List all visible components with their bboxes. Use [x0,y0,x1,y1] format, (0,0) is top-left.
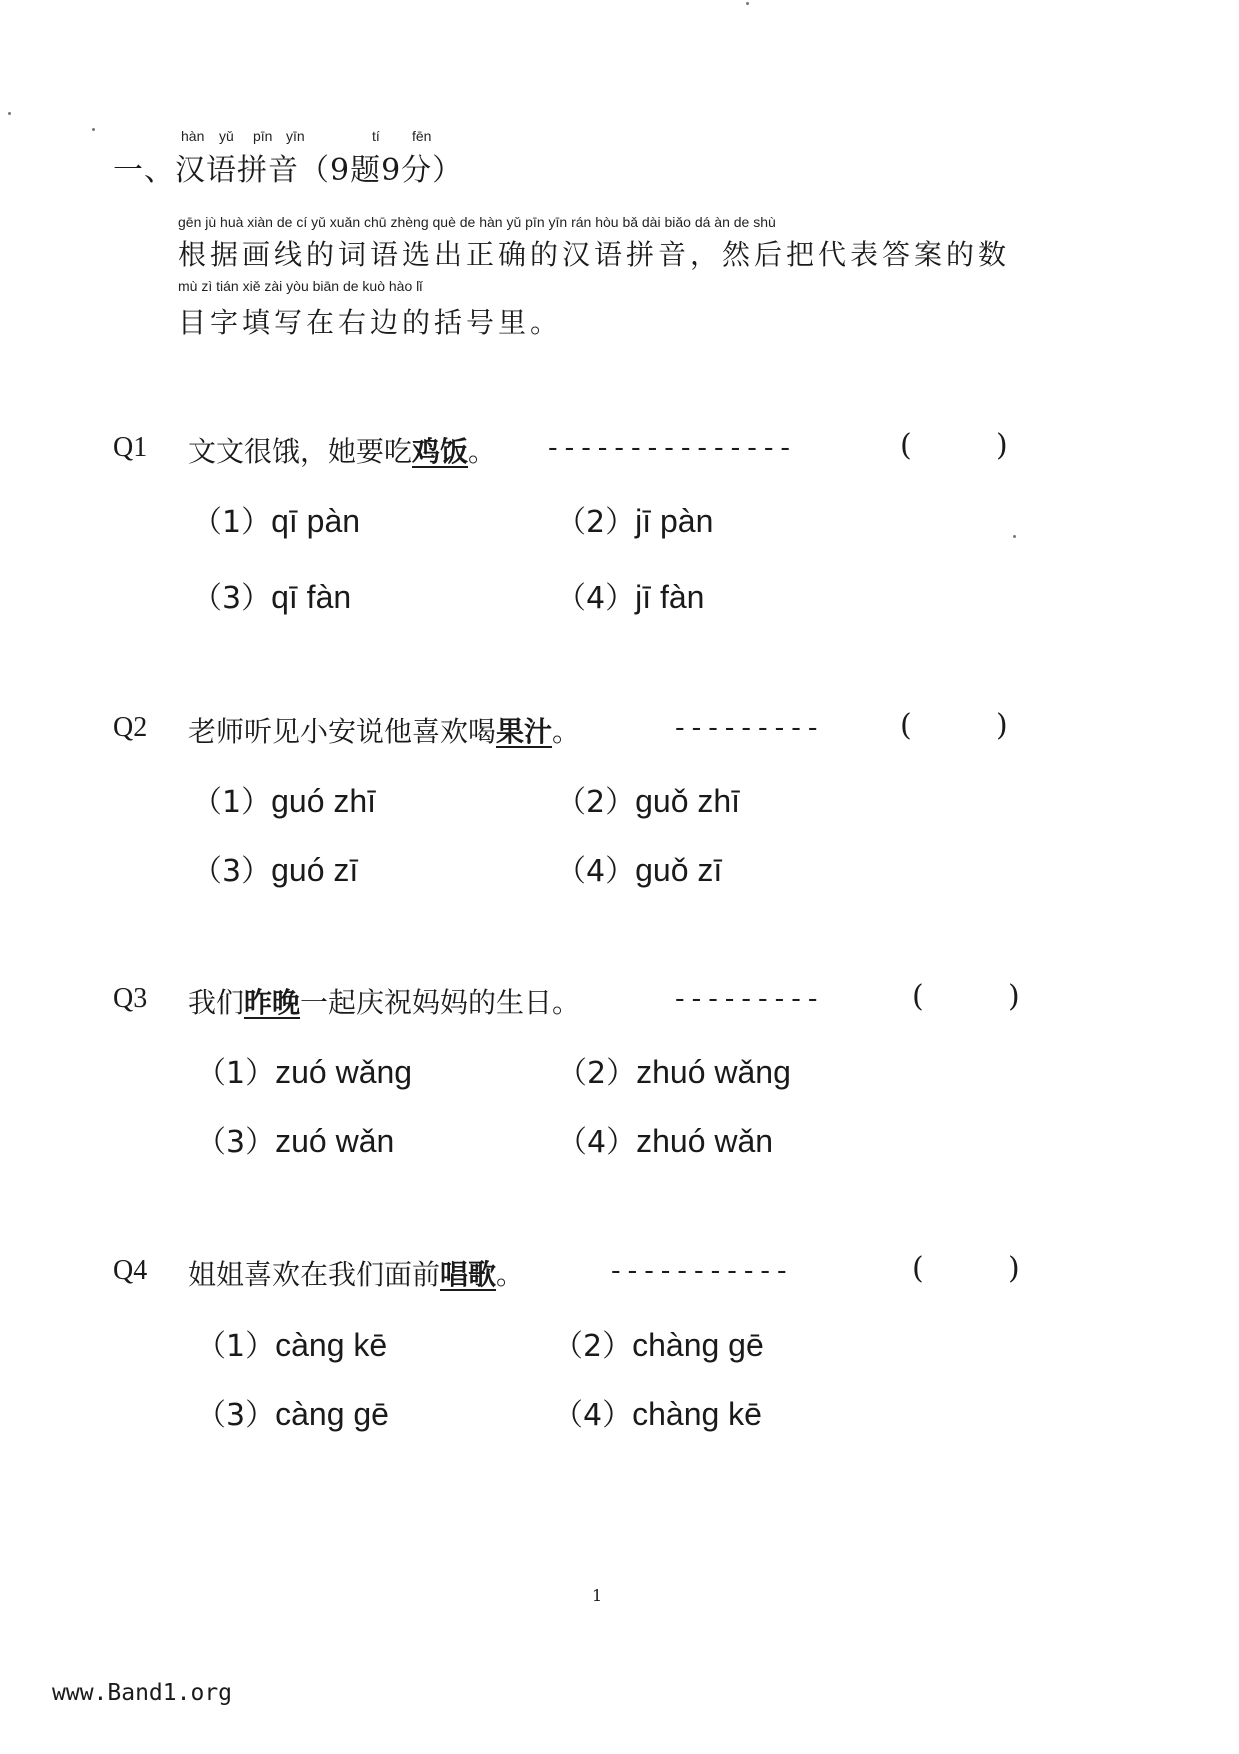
question-number: Q2 [113,712,148,743]
answer-bracket-open[interactable]: ( [912,1251,924,1286]
option-label: （2） [556,785,636,820]
question-sentence [188,1253,524,1293]
option-label: （1） [192,785,272,820]
option-label: （4） [556,581,636,616]
option-2 [556,777,740,821]
option-label: （3） [192,854,272,889]
option-pinyin: chàng gē [632,1327,764,1363]
option-pinyin: càng gē [275,1396,389,1432]
section-title-pinyin: yīn [286,128,305,144]
answer-bracket-close[interactable]: ) [1008,1251,1020,1286]
underlined-word: 果汁 [496,715,553,748]
question-sentence [188,710,580,750]
footer-url[interactable]: www.Band1.org [52,1680,233,1706]
section-title-pinyin: pīn [253,128,273,144]
option-pinyin: guǒ zhī [635,783,741,819]
option-label: （1） [196,1329,276,1364]
option-pinyin: zhuó wǎn [636,1123,774,1159]
answer-leader-line: --------- [672,985,822,1015]
option-4 [556,573,704,617]
option-label: （3） [196,1398,276,1433]
instruction-text: 目字填写在右边的括号里。 [178,306,563,339]
instruction-text: 根据画线的词语选出正确的汉语拼音，然后把代表答案的数 [178,238,1011,271]
option-pinyin: guǒ zī [635,852,723,888]
option-pinyin: guó zī [271,852,359,888]
underlined-word: 昨晚 [244,986,301,1019]
option-1 [196,1321,387,1365]
option-pinyin: zuó wǎng [275,1054,413,1090]
sentence-text: 姐姐喜欢在我们面前 [188,1258,441,1291]
option-label: （4） [553,1398,633,1433]
option-2 [553,1321,764,1365]
answer-leader-line: --------------- [545,434,795,464]
option-label: （2） [557,1056,637,1091]
option-1 [192,497,360,541]
answer-leader-line: ----------- [608,1257,791,1287]
scan-speck [92,128,95,131]
option-pinyin: guó zhī [271,783,377,819]
option-3 [192,573,351,617]
option-pinyin: càng kē [275,1327,388,1363]
section-title: 一、汉语拼音（9题9分） [113,153,464,188]
option-3 [196,1390,389,1434]
option-pinyin: chàng kē [632,1396,762,1432]
answer-bracket-open[interactable]: ( [912,979,924,1014]
scan-speck [746,2,749,5]
sentence-text: 。 [496,1258,525,1291]
sentence-text: 老师听见小安说他喜欢喝 [188,715,497,748]
answer-bracket-open[interactable]: ( [900,428,912,463]
option-1 [192,777,376,821]
underlined-word: 鸡饭 [412,435,469,468]
question-number: Q3 [113,983,148,1014]
sentence-text: 一起庆祝妈妈的生日。 [300,986,581,1019]
option-label: （4） [556,854,636,889]
option-label: （4） [557,1125,637,1160]
sentence-text: 我们 [188,986,245,1019]
option-label: （3） [196,1125,276,1160]
option-4 [557,1117,773,1161]
option-label: （1） [196,1056,276,1091]
section-title-pinyin: yǔ [219,128,234,144]
sentence-text: 。 [468,435,497,468]
option-pinyin: zhuó wǎng [636,1054,791,1090]
option-4 [556,846,722,890]
option-1 [196,1048,412,1092]
section-title-pinyin: hàn [181,128,205,144]
answer-bracket-open[interactable]: ( [900,708,912,743]
page-number: 1 [592,1586,603,1605]
instruction-pinyin: gēn jù huà xiàn de cí yǔ xuǎn chū zhèng què de hàn yǔ pīn yīn rán hòu bǎ dài biǎo dá àn de shù [178,214,776,230]
section-title-pinyin: tí [372,128,380,144]
option-2 [557,1048,791,1092]
answer-leader-line: --------- [672,714,822,744]
answer-bracket-close[interactable]: ) [1008,979,1020,1014]
option-3 [192,846,358,890]
option-label: （1） [192,505,272,540]
option-label: （3） [192,581,272,616]
option-pinyin: qī fàn [271,579,352,615]
scan-speck [1013,535,1016,538]
option-3 [196,1117,394,1161]
question-sentence [188,430,496,470]
option-4 [553,1390,762,1434]
section-title-pinyin: fēn [412,128,432,144]
sentence-text: 文文很饿，她要吃 [188,435,413,468]
underlined-word: 唱歌 [440,1258,497,1291]
instruction-pinyin: mù zì tián xiě zài yòu biān de kuò hào lǐ [178,278,423,294]
option-2 [556,497,713,541]
answer-bracket-close[interactable]: ) [996,428,1008,463]
option-label: （2） [556,505,636,540]
question-number: Q4 [113,1255,148,1286]
option-pinyin: jī pàn [635,503,714,539]
answer-bracket-close[interactable]: ) [996,708,1008,743]
option-label: （2） [553,1329,633,1364]
scan-speck [8,112,11,115]
question-number: Q1 [113,432,148,463]
question-sentence [188,981,580,1021]
option-pinyin: qī pàn [271,503,361,539]
sentence-text: 。 [552,715,581,748]
option-pinyin: zuó wǎn [275,1123,395,1159]
option-pinyin: jī fàn [635,579,705,615]
